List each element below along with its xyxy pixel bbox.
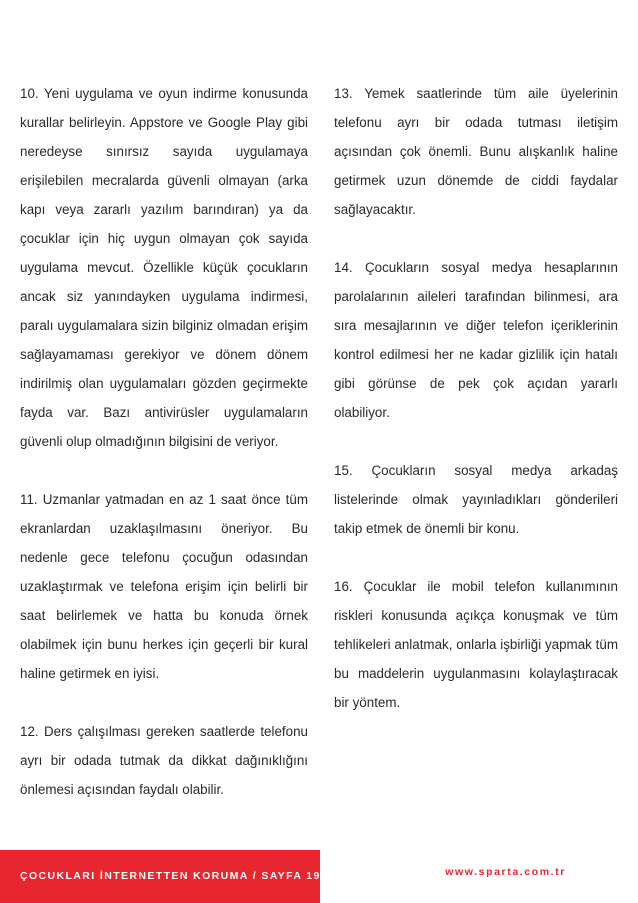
tip-16-paragraph: 16. Çocuklar ile mobil telefon kullanımının riskleri konusunda açıkça konuşmak ve tüm tehlikeleri anlatmak, onlarla işbirliği yapmak tüm bu maddelerin uygulanmasını kolaylaştıracak bir yöntem. [334, 579, 618, 710]
footer-website-link[interactable]: www.sparta.com.tr [445, 866, 566, 878]
tip-10-paragraph: 10. Yeni uygulama ve oyun indirme konusunda kurallar belirleyin. Appstore ve Google Play gibi neredeyse sınırsız sayıda uygulamaya erişilebilen mecralarda güvenli olmayan (arka kapı veya zararlı yazılım barındıran) ya da çocuklar için hiç uygun olmayan çok sayıda uygulama mevcut. Özellikle küçük çocukların ancak siz yanındayken uygulama indirmesi, paralı uygulamalara sizin bilginiz olmadan erişim sağlayamaması gerekiyor ve dönem dönem indirilmiş olan uygulamaları gözden geçirmekte fayda var. Bazı antivirüsler uygulamaların güvenli olup olmadığının bilgisini de veriyor. [20, 86, 308, 449]
right-column [334, 79, 618, 746]
footer-page-label: ÇOCUKLARI İNTERNETTEN KORUMA / SAYFA 19 [20, 870, 321, 882]
tip-11-paragraph: 11. Uzmanlar yatmadan en az 1 saat önce tüm ekranlardan uzaklaşılmasını öneriyor. Bu nedenle gece telefonu çocuğun odasından uzaklaştırmak ve telefona erişim için belirli bir saat belirlemek ve hatta bu konuda örnek olabilmek için bunu herkes için geçerli bir kural haline getirmek en iyisi. [20, 492, 308, 681]
tip-14-paragraph: 14. Çocukların sosyal medya hesaplarının parolalarının aileleri tarafından bilinmesi, ara sıra mesajlarının ve diğer telefon içeriklerinin kontrol edilmesi her ne kadar gizlilik için hatalı gibi görünse de pek çok açıdan yararlı olabiliyor. [334, 260, 618, 420]
tip-13-paragraph: 13. Yemek saatlerinde tüm aile üyelerinin telefonu ayrı bir odada tutması iletişim açısından çok önemli. Bunu alışkanlık haline getirmek uzun dönemde de ciddi faydalar sağlayacaktır. [334, 86, 618, 217]
tip-12-paragraph: 12. Ders çalışılması gereken saatlerde telefonu ayrı bir odada tutmak da dikkat dağınıklığını önlemesi açısından faydalı olabilir. [20, 724, 308, 797]
tip-15-paragraph: 15. Çocukların sosyal medya arkadaş listelerinde olmak yayınladıkları gönderileri takip etmek de önemli bir konu. [334, 463, 618, 536]
left-column [20, 79, 308, 833]
